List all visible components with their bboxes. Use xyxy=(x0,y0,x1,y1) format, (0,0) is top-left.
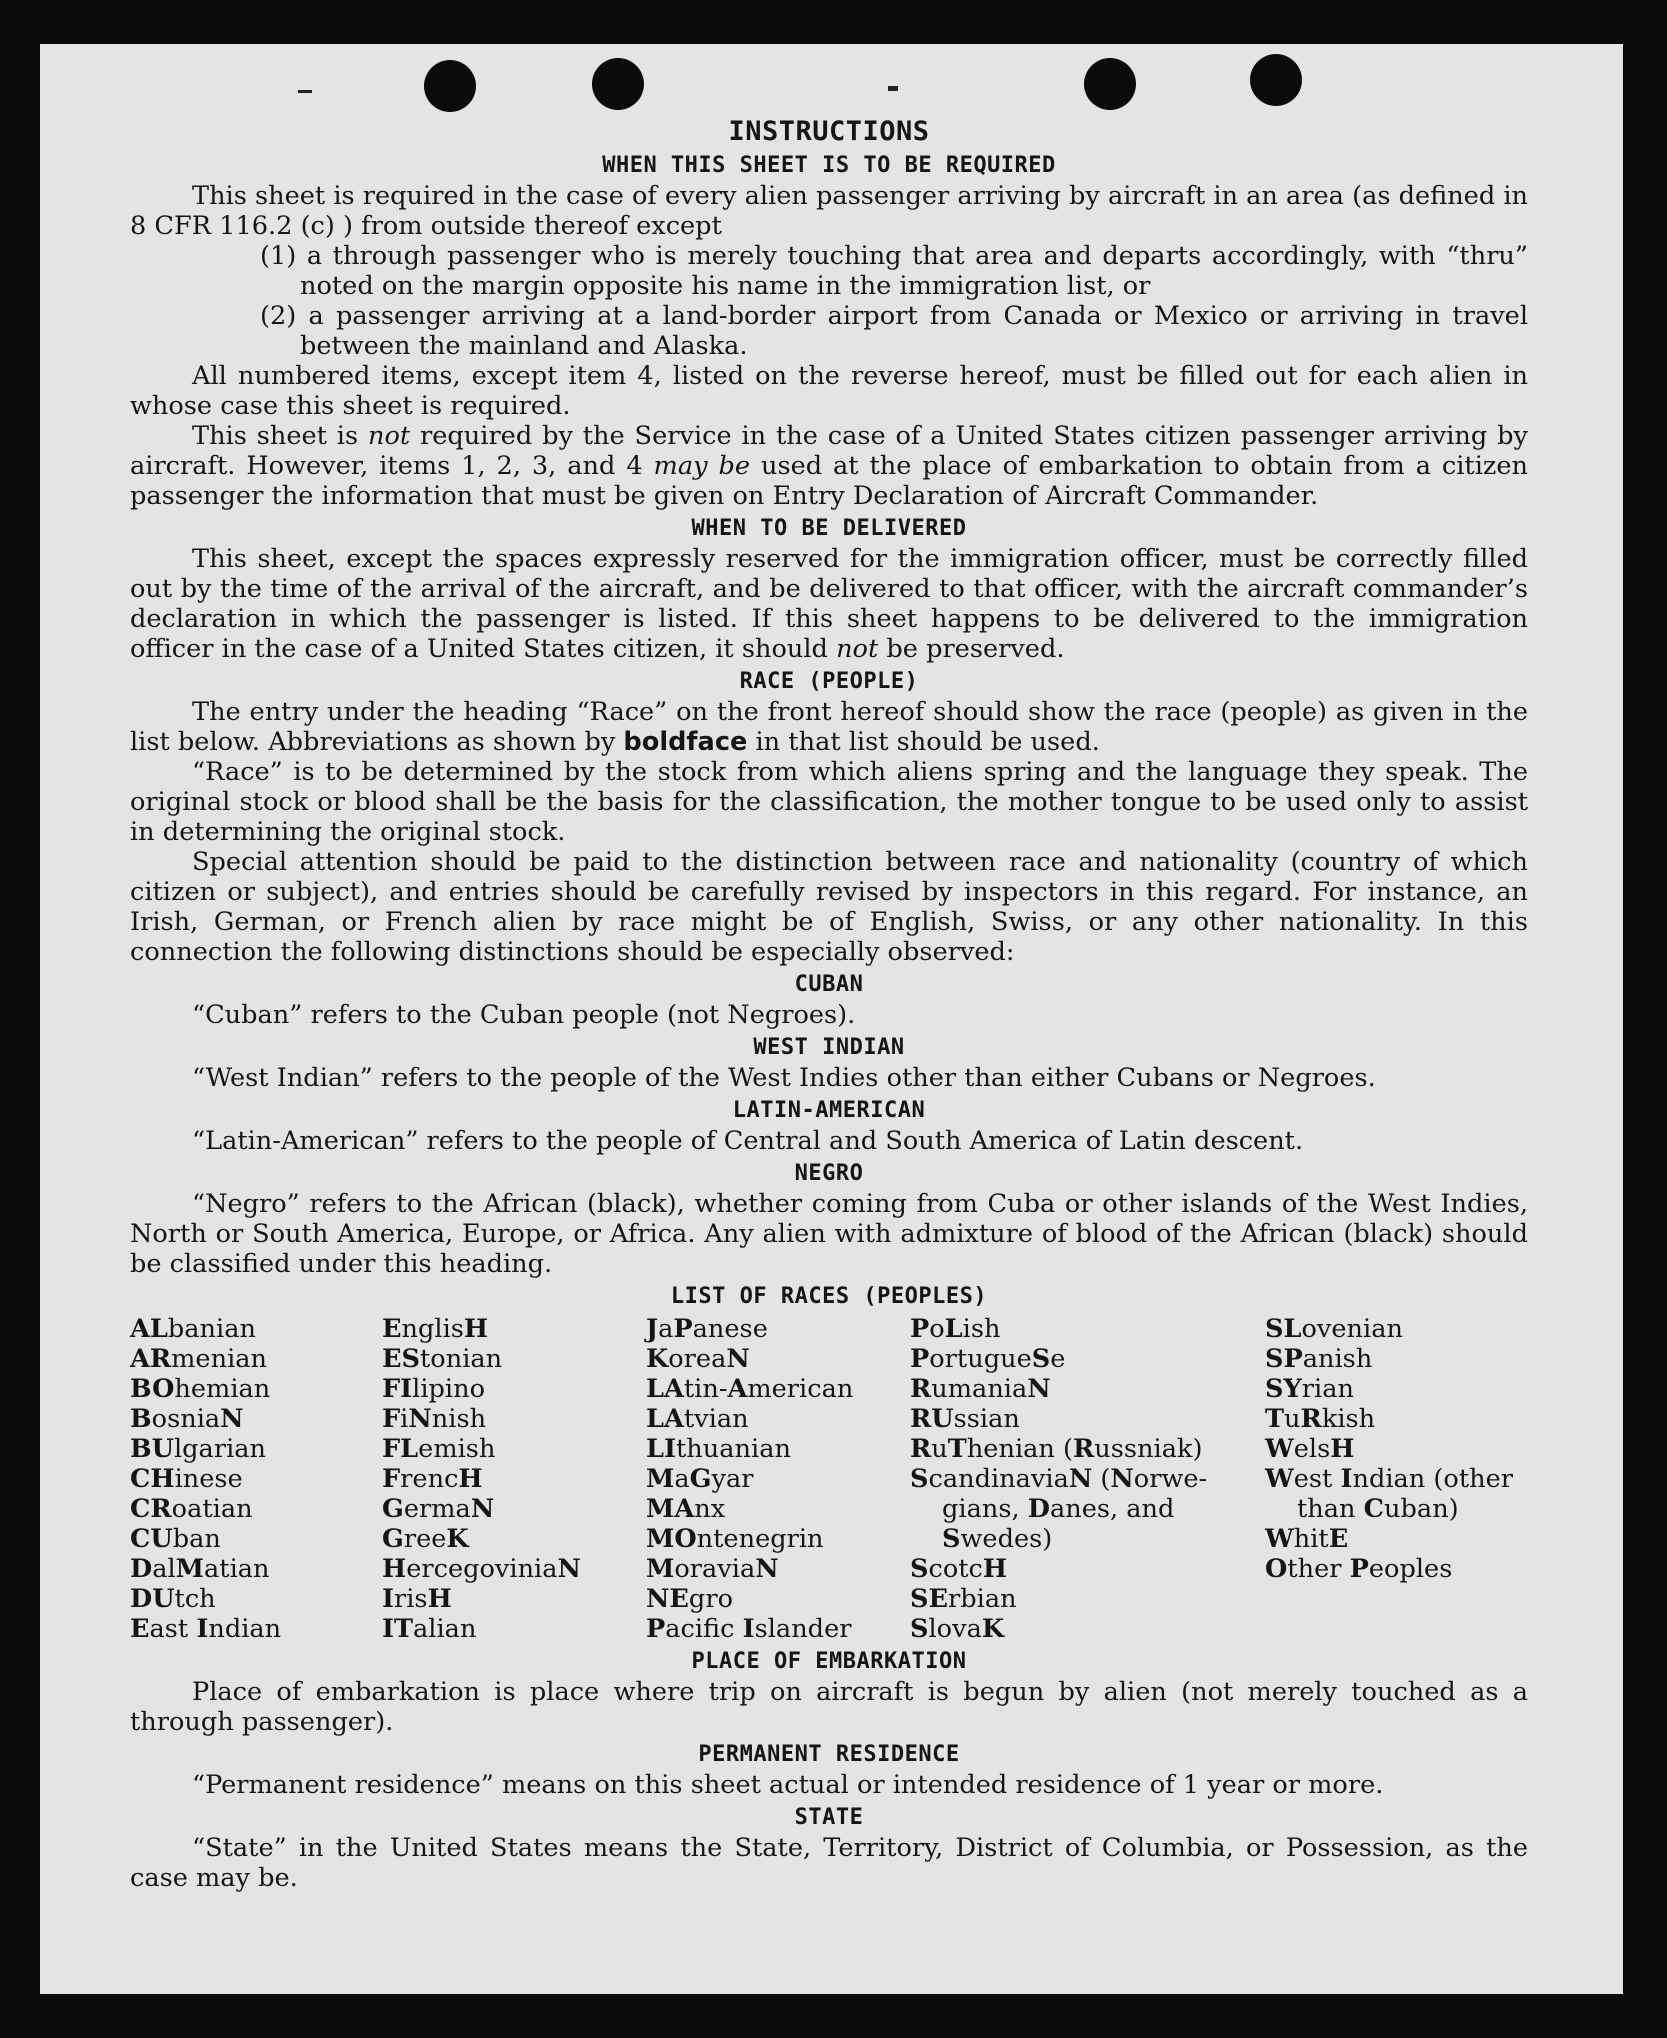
section-heading: RACE (PEOPLE) xyxy=(739,669,919,694)
race-entry: BUlgarian xyxy=(130,1434,266,1464)
race-entry: DalMatian xyxy=(130,1554,270,1584)
scan-speck xyxy=(888,86,898,91)
race-entry: IrisH xyxy=(382,1584,452,1614)
race-entry: LIthuanian xyxy=(646,1434,791,1464)
exception-item: (1) a through passenger who is merely touching that area and departs accordingly, with “thru” noted on the margin opposite his name in the immigration list, or xyxy=(260,241,1528,301)
distinction-text: “West Indian” refers to the people of the West Indies other than either Cubans or Negroes. xyxy=(192,1063,1376,1093)
race-entry: FIlipino xyxy=(382,1374,486,1404)
paragraph: “Permanent residence” means on this sheet actual or intended residence of 1 year or more. xyxy=(192,1770,1384,1800)
race-entry: ScotcH xyxy=(910,1554,1008,1584)
race-entry: RuThenian (Russniak) xyxy=(910,1434,1203,1464)
paragraph: This sheet, except the spaces expressly reserved for the immigration officer, must be correctly filled out by the time of the arrival of the aircraft, and be delivered to that officer, with the aircraft commander’s declaration in which the passenger is listed. If this sheet happens to be delivered to the immigration officer in the case of a United States citizen, it should not be preserved. xyxy=(130,544,1528,664)
race-entry: RumaniaN xyxy=(910,1374,1051,1404)
race-entry: FiNnish xyxy=(382,1404,487,1434)
race-entry: BOhemian xyxy=(130,1374,271,1404)
race-entry: PoLish xyxy=(910,1314,1001,1344)
race-entry: WhitE xyxy=(1265,1524,1349,1554)
race-entry: NEgro xyxy=(646,1584,733,1614)
section-heading: PLACE OF EMBARKATION xyxy=(691,1649,967,1674)
race-entry: PortugueSe xyxy=(910,1344,1066,1374)
race-entry: West Indian (other xyxy=(1265,1464,1514,1494)
distinction-text: “Negro” refers to the African (black), whether coming from Cuba or other islands of the West Indies, North or South America, Europe, or Africa. Any alien with admixture of blood of the African (black) should be classified under this heading. xyxy=(130,1189,1528,1279)
paragraph: This sheet is required in the case of every alien passenger arriving by aircraft in an area (as defined in 8 CFR 116.2 (c) ) from outside thereof except xyxy=(130,181,1529,241)
race-entry: ScandinaviaN (Norwe- xyxy=(910,1464,1208,1494)
distinction-text: “Latin-American” refers to the people of Central and South America of Latin descent. xyxy=(192,1126,1304,1156)
instructions-content xyxy=(130,116,1528,1893)
paragraph: Special attention should be paid to the distinction between race and nationality (country of which citizen or subject), and entries should be carefully revised by inspectors in this regard. For instance, an Irish, German, or French alien by race might be of English, Swiss, or any other nationality. In this connection the following distinctions should be especially observed: xyxy=(130,847,1528,967)
document-sheet xyxy=(40,44,1623,1994)
paragraph: This sheet is not required by the Service in the case of a United States citizen passenger arriving by aircraft. However, items 1, 2, 3, and 4 may be used at the place of embarkation to obtain from a citizen passenger the information that must be given on Entry Declaration of Aircraft Commander. xyxy=(130,421,1529,511)
race-entry: EnglisH xyxy=(382,1314,489,1344)
race-entry: FLemish xyxy=(382,1434,496,1464)
punch-hole xyxy=(1250,54,1302,106)
race-entry: RUssian xyxy=(910,1404,1020,1434)
race-entry: GermaN xyxy=(382,1494,495,1524)
page-title: INSTRUCTIONS xyxy=(728,116,930,147)
race-entry: GreeK xyxy=(382,1524,469,1554)
distinction-heading: CUBAN xyxy=(794,972,864,997)
distinction-heading: WEST INDIAN xyxy=(753,1035,905,1060)
paragraph: “Race” is to be determined by the stock from which aliens spring and the language they speak. The original stock or blood shall be the basis for the classification, the mother tongue to be used only to assist in determining the original stock. xyxy=(130,757,1528,847)
race-entry: LAtvian xyxy=(646,1404,749,1434)
race-entry: than Cuban) xyxy=(1297,1494,1459,1524)
races-column xyxy=(910,1314,1265,1644)
race-entry: CHinese xyxy=(130,1464,243,1494)
races-list xyxy=(130,1314,1528,1644)
race-entry: CRoatian xyxy=(130,1494,253,1524)
races-heading: LIST OF RACES (PEOPLES) xyxy=(670,1284,988,1309)
race-entry: WelsH xyxy=(1265,1434,1355,1464)
section-heading: PERMANENT RESIDENCE xyxy=(698,1742,960,1767)
punch-hole xyxy=(424,60,476,112)
race-entry: MOntenegrin xyxy=(646,1524,824,1554)
race-entry: FrencH xyxy=(382,1464,483,1494)
race-entry: MoraviaN xyxy=(646,1554,779,1584)
race-entry: ITalian xyxy=(382,1614,477,1644)
race-entry: SYrian xyxy=(1265,1374,1354,1404)
races-column xyxy=(1265,1314,1528,1644)
race-entry: CUban xyxy=(130,1524,221,1554)
paragraph: Place of embarkation is place where trip on aircraft is begun by alien (not merely touched as a through passenger). xyxy=(130,1677,1528,1737)
race-entry: KoreaN xyxy=(646,1344,750,1374)
race-entry: DUtch xyxy=(130,1584,216,1614)
distinction-heading: NEGRO xyxy=(794,1161,864,1186)
punch-hole xyxy=(592,58,644,110)
race-entry: SlovaK xyxy=(910,1614,1005,1644)
races-column xyxy=(646,1314,910,1644)
section-heading: WHEN THIS SHEET IS TO BE REQUIRED xyxy=(602,153,1056,178)
race-entry: EStonian xyxy=(382,1344,503,1374)
paragraph: “State” in the United States means the State, Territory, District of Columbia, or Possession, as the case may be. xyxy=(130,1833,1528,1893)
distinction-heading: LATIN-AMERICAN xyxy=(732,1098,926,1123)
race-entry: Swedes) xyxy=(942,1524,1053,1554)
exception-item: (2) a passenger arriving at a land-border airport from Canada or Mexico or arriving in travel between the mainland and Alaska. xyxy=(260,301,1528,361)
section-heading: STATE xyxy=(794,1805,864,1830)
distinction-text: “Cuban” refers to the Cuban people (not Negroes). xyxy=(192,1000,856,1030)
punch-hole xyxy=(1084,58,1136,110)
race-entry: SPanish xyxy=(1265,1344,1373,1374)
paragraph: The entry under the heading “Race” on the front hereof should show the race (people) as given in the list below. Abbreviations as shown by boldface in that list should be used. xyxy=(130,697,1528,757)
race-entry: SLovenian xyxy=(1265,1314,1403,1344)
race-entry: ALbanian xyxy=(130,1314,256,1344)
race-entry: JaPanese xyxy=(646,1314,768,1344)
race-entry: East Indian xyxy=(130,1614,282,1644)
race-entry: Pacifc Islander xyxy=(646,1614,852,1644)
races-column xyxy=(382,1314,646,1644)
race-entry: SErbian xyxy=(910,1584,1017,1614)
race-entry: BosniaN xyxy=(130,1404,244,1434)
race-entry: ARmenian xyxy=(130,1344,267,1374)
race-entry: gians, Danes, and xyxy=(942,1494,1175,1524)
paragraph: All numbered items, except item 4, listed on the reverse hereof, must be filled out for each alien in whose case this sheet is required. xyxy=(130,361,1528,421)
race-entry: TuRkish xyxy=(1265,1404,1376,1434)
race-entry: HercegoviniaN xyxy=(382,1554,581,1584)
scan-speck xyxy=(298,90,312,93)
race-entry: Other Peoples xyxy=(1265,1554,1453,1584)
race-entry: LAtin-American xyxy=(646,1374,854,1404)
race-entry: MAnx xyxy=(646,1494,726,1524)
race-entry: MaGyar xyxy=(646,1464,754,1494)
section-heading: WHEN TO BE DELIVERED xyxy=(691,516,967,541)
races-column xyxy=(130,1314,382,1644)
